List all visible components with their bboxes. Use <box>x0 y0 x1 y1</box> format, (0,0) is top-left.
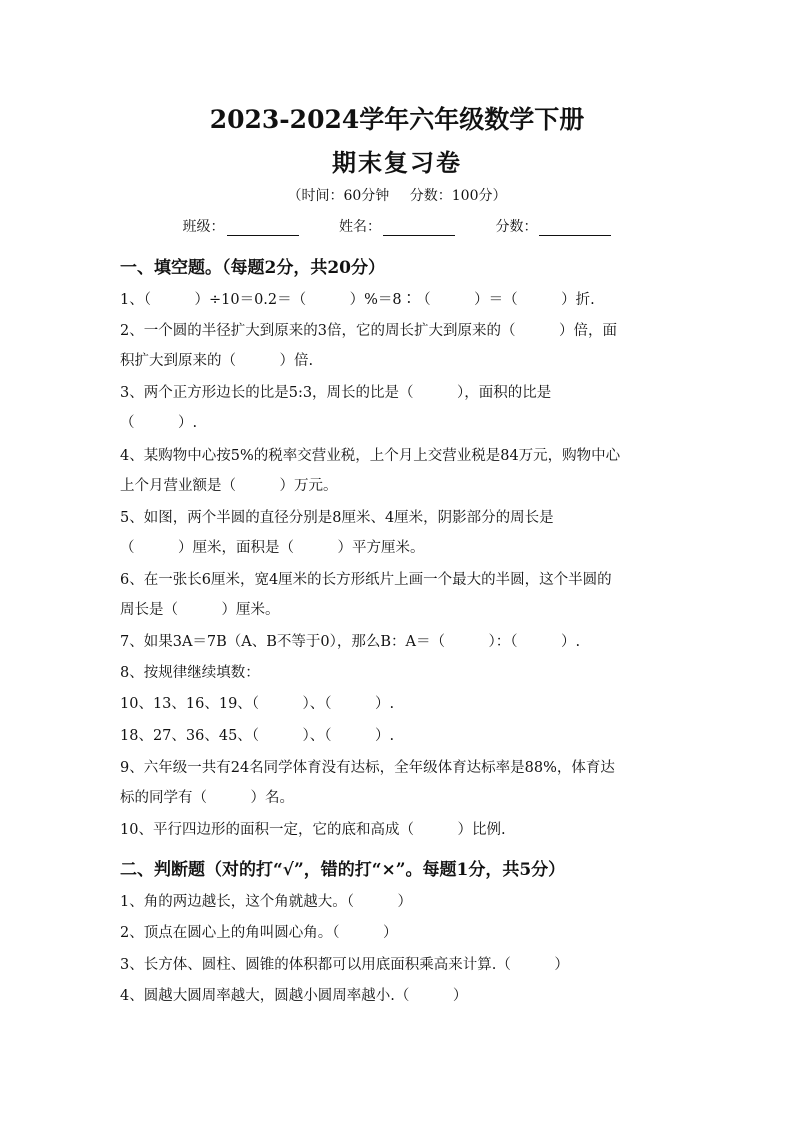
question-line: 5、如图，两个半圆的直径分别是8厘米、4厘米，阴影部分的周长是 <box>120 510 554 526</box>
class-blank[interactable] <box>227 221 299 236</box>
name-field[interactable] <box>339 216 455 236</box>
question-line: 周长是（ ）厘米。 <box>120 602 280 618</box>
question-line: 标的同学有（ ）名。 <box>120 790 294 806</box>
question-line: 4、圆越大圆周率越大，圆越小圆周率越小.（ ） <box>120 988 468 1004</box>
class-field[interactable] <box>183 216 299 236</box>
section-judgement-heading: 二、判断题（对的打“√”，错的打“×”。每题1分，共5分） <box>120 860 566 880</box>
exam-meta <box>0 185 794 205</box>
question-line: 1、角的两边越长，这个角就越大。（ ） <box>120 894 412 910</box>
question-line: 2、一个圆的半径扩大到原来的3倍，它的周长扩大到原来的（ ）倍，面 <box>120 323 617 339</box>
exam-subtitle: 期末复习卷 <box>332 148 462 177</box>
class-label: 班级： <box>182 219 225 235</box>
question-line: 积扩大到原来的（ ）倍. <box>120 353 314 369</box>
question-line: 1、（ ）÷10＝0.2＝（ ）%＝8∶（ ）＝（ ）折. <box>120 292 595 308</box>
question-line: 18、27、36、45、（ ）、（ ）. <box>120 728 395 744</box>
name-label: 姓名： <box>339 219 381 235</box>
score-blank[interactable] <box>539 221 611 236</box>
question-line: 上个月营业额是（ ）万元。 <box>120 478 338 494</box>
question-line: 10、13、16、19、（ ）、（ ）. <box>120 696 395 712</box>
question-line: 4、某购物中心按5%的税率交营业税，上个月上交营业税是84万元，购物中心 <box>120 448 621 464</box>
question-line: 6、在一张长6厘米，宽4厘米的长方形纸片上画一个最大的半圆，这个半圆的 <box>120 572 612 588</box>
question-line: 3、两个正方形边长的比是5:3，周长的比是（ ），面积的比是 <box>120 385 552 401</box>
question-line: 2、顶点在圆心上的角叫圆心角。（ ） <box>120 925 398 941</box>
total-score: 分数：100分） <box>409 188 507 204</box>
question-line: 9、六年级一共有24名同学体育没有达标，全年级体育达标率是88%，体育达 <box>120 760 615 776</box>
question-line: （ ）厘米，面积是（ ）平方厘米。 <box>120 540 425 556</box>
question-line: 10、平行四边形的面积一定，它的底和高成（ ）比例. <box>120 822 506 838</box>
question-line: 8、按规律继续填数： <box>120 665 260 681</box>
question-line: 7、如果3A＝7B（A、B不等于0），那么B：A＝（ ）：（ ）. <box>120 634 581 650</box>
student-info <box>0 216 794 236</box>
score-label: 分数： <box>495 219 538 235</box>
score-field[interactable] <box>495 216 611 236</box>
exam-title: 2023-2024学年六年级数学下册 <box>209 105 585 134</box>
section-fill-blank-heading: 一、填空题。（每题2分，共20分） <box>120 258 385 278</box>
time-limit: （时间：60分钟 <box>287 188 390 204</box>
question-line: （ ）. <box>120 415 198 431</box>
question-line: 3、长方体、圆柱、圆锥的体积都可以用底面积乘高来计算.（ ） <box>120 957 569 973</box>
name-blank[interactable] <box>383 221 455 236</box>
